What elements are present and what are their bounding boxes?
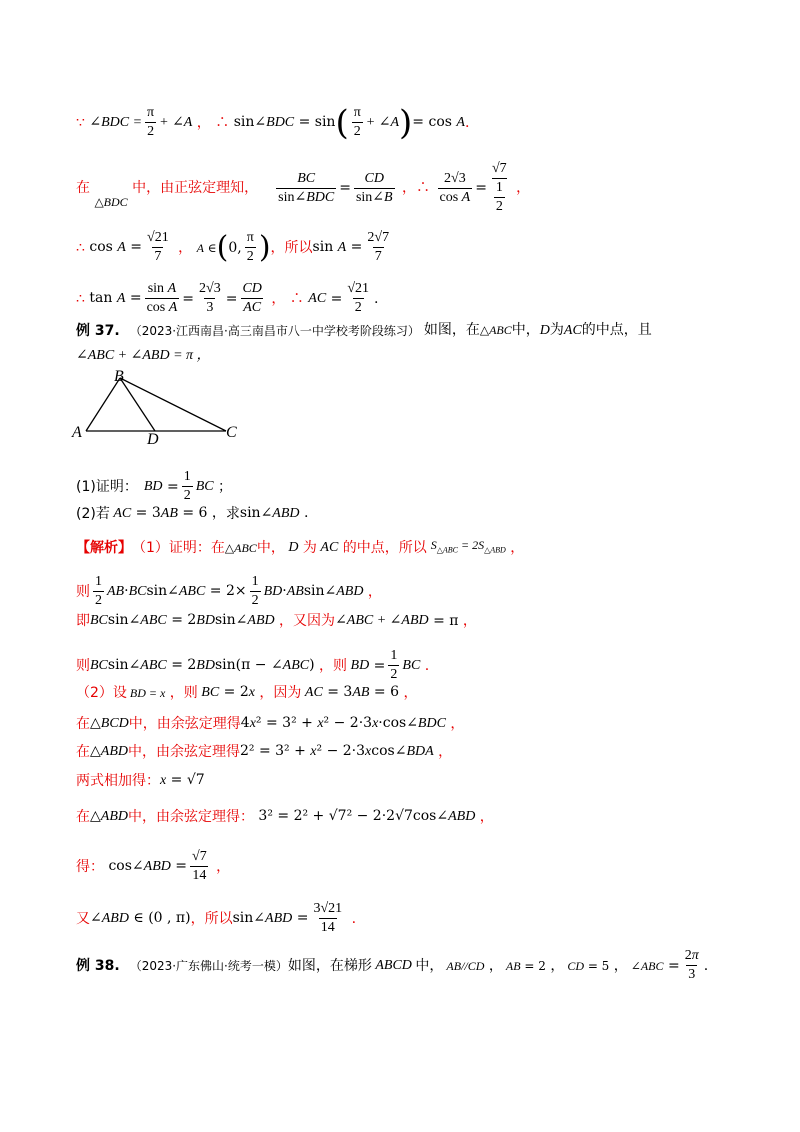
solution-37-step-6: 在 △BCD 中，由余弦定理得 4x² = 3² + x² − 2·3x·cos∠BDC ， (76, 715, 465, 732)
vertex-label-b: B (114, 368, 124, 385)
example-37-condition (76, 346, 760, 366)
solution-tag: 【解析】 (76, 539, 132, 556)
solution-37-step-7: 在 △ABD 中，由余弦定理得 2² = 3² + x² − 2·3xcos∠BDA ， (76, 743, 453, 760)
triangle-diagram (66, 366, 256, 450)
solution-37-step-11: 又 ∠ABD ∈ (0 , π) ，所以 sin∠ABD = $\frac{3√21}{14}$ . (76, 901, 357, 935)
question-1: (1)证明： BD = $\frac{1}{2}$ BC ； (76, 469, 233, 503)
example-label: 例 38. (76, 957, 120, 974)
example-37-header: 例 37. （2023·江西南昌·高三南昌市八一中学校考阶段练习） 如图，在△ABC中，D为AC的中点，且 (76, 322, 652, 339)
solution-line-2: 在 △BDC 中，由正弦定理知， $\frac{BC}{\text{sin∠BDC}}$ = $\frac{CD}{\sin\angle B}$ ，∴ $\frac{2√3}{\text{cos A}}$ = $\frac{√7}{\frac{1}{2}}$ ， (76, 161, 531, 214)
example-38-header: 例 38. （2023·广东佛山·统考一模） 如图，在梯形 ABCD 中， AB//CD ， AB = 2 ， CD = 5 ， ∠ABC = $\frac{2\pi}{3}$ . (76, 948, 709, 982)
vertex-label-c: C (226, 424, 237, 441)
solution-37-step-3: 即 BCsin∠ABC = 2BDsin∠ABD ，又因为 ∠ABC + ∠ABD = π ， (76, 612, 477, 629)
example-source: （2023·广东佛山·统考一模） (129, 958, 288, 973)
condition: ∠ABC + ∠ABD = π ， (76, 348, 211, 363)
vertex-label-d: D (147, 431, 159, 448)
solution-37-step-1: 【解析】 （1）证明：在 △ABC 中， D 为 AC 的中点，所以 $S_{\triangle ABC} = 2S_{\triangle ABD}$ ， (76, 538, 525, 556)
solution-37-step-5: （2）设 BD = x ，则 BC = 2x ，因为 AC = 3AB = 6 ， (76, 684, 418, 701)
solution-37-step-9: 在 △ABD 中，由余弦定理得： 3² = 2² + √7² − 2·2√7cos∠ABD ， (76, 808, 494, 825)
vertex-label-a: A (72, 424, 82, 441)
example-label: 例 37. (76, 322, 120, 339)
solution-37-step-2: 则 $\frac{1}{2}$ AB·BCsin∠ABC = 2× $\frac{1}{2}$ BD·ABsin∠ABD ， (76, 574, 382, 608)
solution-37-step-4: 则 BCsin∠ABC = 2BDsin(π − ∠ABC) ，则 BD = $\frac{1}{2}$ BC . (76, 648, 430, 682)
example-source: （2023·江西南昌·高三南昌市八一中学校考阶段练习） (129, 323, 420, 338)
solution-37-step-8: 两式相加得： x = √7 (76, 772, 205, 789)
solution-line-1: ∵ ∠BDC = $\frac{\pi}{2}$ + ∠A ， ∴ sin∠BDC = sin ( $\frac{\pi}{2}$ + ∠A ) = cos A . (76, 102, 470, 143)
solution-37-step-10: 得： cos∠ABD = $\frac{√7}{14}$ ， (76, 849, 231, 883)
solution-line-3: ∴ cos A = $\frac{√21}{7}$ ， A ∈ ( 0, $\frac{\pi}{2}$ ) ，所以 sin A = $\frac{2√7}{7}$ (76, 229, 390, 265)
question-2: (2)若 AC = 3AB = 6 ， 求 sin∠ABD . (76, 505, 309, 522)
solution-line-4: ∴ tan A = $\frac{\text{sin A}}{\text{cos A}}$ = $\frac{2√3}{3}$ = $\frac{CD}{AC}$ ， ∴ AC = $\frac{√21}{2}$ . (76, 281, 379, 315)
